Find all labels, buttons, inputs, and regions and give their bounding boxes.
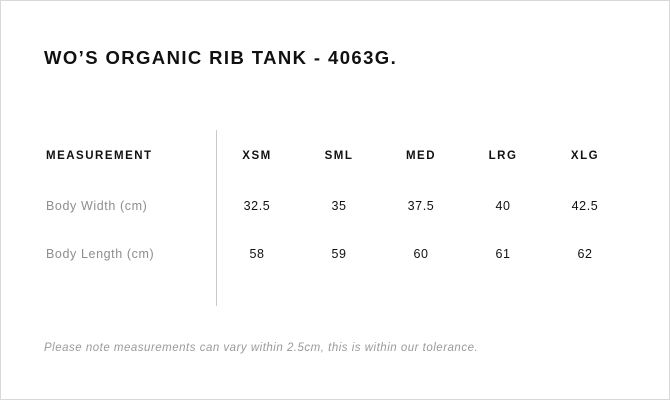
- cell-body-width-sml: 35: [331, 199, 347, 213]
- page-title: WO’S ORGANIC RIB TANK - 4063G.: [44, 47, 398, 68]
- cell-body-width-med: 37.5: [407, 199, 435, 213]
- column-header-sml: SML: [324, 150, 354, 162]
- table-row: [44, 182, 626, 230]
- tolerance-note: Please note measurements can vary within 2.5cm, this is within our tolerance.: [44, 342, 479, 354]
- cell-body-width-xsm: 32.5: [243, 199, 271, 213]
- cell-body-length-xsm: 58: [249, 247, 265, 261]
- cell-body-length-lrg: 61: [495, 247, 511, 261]
- size-table-wrapper: [44, 130, 626, 278]
- table-vertical-divider: [216, 130, 217, 306]
- cell-body-length-xlg: 62: [577, 247, 593, 261]
- cell-body-length-med: 60: [413, 247, 429, 261]
- table-header-row: [44, 130, 626, 182]
- column-header-med: MED: [405, 150, 437, 162]
- column-header-xlg: XLG: [570, 150, 600, 162]
- table-row: [44, 230, 626, 278]
- cell-body-length-sml: 59: [331, 247, 347, 261]
- cell-body-width-xlg: 42.5: [571, 199, 599, 213]
- row-label-body-width: Body Width (cm): [46, 199, 148, 213]
- column-header-lrg: LRG: [488, 150, 518, 162]
- table-body: [44, 182, 626, 278]
- column-header-measurement: MEASUREMENT: [46, 150, 153, 162]
- size-table: [44, 130, 626, 278]
- content-area: [44, 0, 626, 400]
- cell-body-width-lrg: 40: [495, 199, 511, 213]
- row-label-body-length: Body Length (cm): [46, 247, 155, 261]
- table-header: [44, 130, 626, 182]
- column-header-xsm: XSM: [242, 150, 272, 162]
